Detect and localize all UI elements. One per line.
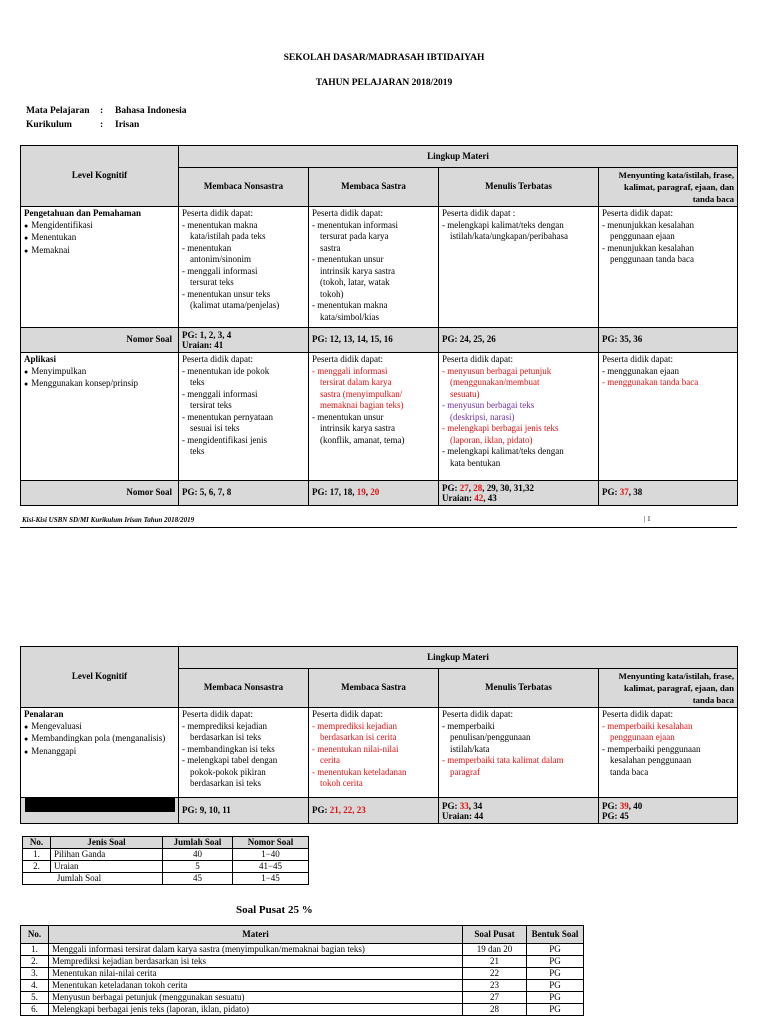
indicator-line: kata bentukan: [450, 457, 501, 468]
cell-soal-pusat: 23: [463, 980, 527, 992]
nomor-text: , 43: [483, 493, 497, 503]
lingkup-materi-header: Lingkup Materi: [179, 146, 738, 168]
indicator-line: - menggali informasi: [182, 388, 258, 399]
curriculum-value: Irisan: [115, 120, 140, 130]
nomor-pusat: 37: [619, 487, 629, 498]
indicator-line: kata/istilah pada teks: [190, 231, 266, 241]
s3-nomor-col1: PG: 9, 10, 11: [179, 798, 309, 824]
cell-materi: Memprediksi kejadian berdasarkan isi teks: [49, 956, 463, 968]
indicator-line: (konflik, amanat, tema): [320, 434, 405, 445]
s2-col1-cell: [179, 353, 309, 481]
cell-materi: Menentukan nilai-nilai cerita: [49, 968, 463, 980]
indicator-line: antonim/sinonim: [190, 254, 252, 264]
redaction-bar: [25, 798, 175, 812]
th-no: No.: [21, 926, 49, 944]
curriculum-row: [26, 120, 139, 130]
level-kognitif-header: Level Kognitif: [21, 146, 179, 207]
indicator-line: - memprediksi kejadian: [182, 720, 267, 731]
nomor-soal-label: Nomor Soal: [21, 328, 179, 353]
cell-jumlah: 5: [163, 861, 233, 873]
cell-no: 6.: [21, 1004, 49, 1016]
level-title: Penalaran: [24, 709, 64, 719]
indicator-line: - menentukan unsur: [312, 254, 384, 264]
s2-nomor-col1: PG: 5, 6, 7, 8: [179, 481, 309, 506]
th-materi: Materi: [49, 926, 463, 944]
indicator-line: istilah/kata: [450, 743, 490, 754]
indicator-line: - menentukan ide pokok: [182, 365, 270, 376]
intro-text: Peserta didik dapat:: [602, 354, 673, 364]
indicator-line: penulisan/penggunaan: [450, 732, 531, 742]
indicator-line-red: berdasarkan isi cerita: [320, 732, 397, 742]
cell-no: 3.: [21, 968, 49, 980]
cell-bentuk: PG: [527, 944, 584, 956]
curriculum-sep: :: [100, 120, 104, 130]
th-nomor: Nomor Soal: [233, 837, 309, 849]
subject-row: [26, 106, 187, 116]
indicator-line: - menentukan informasi: [312, 219, 398, 230]
intro-text: Peserta didik dapat:: [182, 709, 253, 719]
indicator-line: - menentukan makna: [312, 300, 388, 310]
indicator-line: penggunaan tanda baca: [610, 254, 694, 264]
cell-bentuk: PG: [527, 1004, 584, 1016]
indicator-line: - melengkapi tabel dengan: [182, 755, 278, 765]
subject-value: Bahasa Indonesia: [115, 106, 187, 116]
intro-text: Peserta didik dapat:: [182, 208, 253, 218]
cell-jumlah: 40: [163, 849, 233, 861]
col-membaca-nonsastra: Membaca Nonsastra: [179, 168, 309, 207]
nomor-text: PG:: [602, 800, 620, 811]
indicator-line: sastra: [320, 242, 341, 253]
indicator-line: - melengkapi kalimat/teks dengan: [442, 219, 564, 230]
cell-jenis: Pilihan Ganda: [51, 849, 163, 861]
col-menyunting: Menyunting kata/istilah, frase, kalimat, paragraf, ejaan, dan tanda baca: [599, 168, 738, 207]
year-heading: TAHUN PELAJARAN 2018/2019: [315, 78, 453, 88]
indicator-line-red: (menggunakan/membuat: [450, 377, 540, 387]
nomor-pusat: 19: [356, 487, 366, 498]
soal-pusat-table: [20, 925, 584, 1016]
cell-no: 1.: [23, 849, 51, 861]
indicator-line: pokok-pokok pikiran: [190, 766, 266, 777]
level-cell-pengetahuan: [21, 207, 179, 328]
level-title: Pengetahuan dan Pemahaman: [24, 208, 142, 218]
s1-nomor-col1: [179, 328, 309, 353]
table-row: [21, 1004, 584, 1016]
nomor-pusat: 20: [370, 487, 380, 498]
lingkup-materi-header: Lingkup Materi: [179, 647, 738, 669]
nomor-text: PG:: [442, 483, 460, 493]
indicator-line: kesalahan penggunaan: [610, 755, 692, 765]
indicator-line: berdasarkan isi teks: [190, 732, 261, 742]
level-cell-aplikasi: [21, 353, 179, 481]
nomor-line: [602, 801, 734, 811]
indicator-line: - menentukan pernyataan: [182, 411, 273, 422]
s3-col4-cell: [599, 708, 738, 798]
indicator-line: kata/simbol/kias: [320, 311, 379, 322]
s3-nomor-col4: [599, 798, 738, 824]
intro-text: Peserta didik dapat:: [602, 208, 673, 218]
nomor-line: Uraian: 41: [182, 340, 224, 350]
indicator-line: sesuai isi teks: [190, 423, 240, 433]
indicator-line: istilah/kata/ungkapan/peribahasa: [450, 231, 568, 241]
indicator-line: tokoh): [320, 288, 344, 299]
col-membaca-sastra: Membaca Sastra: [309, 168, 439, 207]
s3-nomor-col3: [439, 798, 599, 824]
indicator-line: teks: [190, 377, 205, 387]
intro-text: Peserta didik dapat:: [312, 709, 383, 719]
cell-soal-pusat: 22: [463, 968, 527, 980]
nomor-sep: ,: [365, 487, 371, 498]
soal-pusat-title: Soal Pusat 25 %: [236, 904, 313, 916]
level-kognitif-header: Level Kognitif: [21, 647, 179, 708]
nomor-pusat: 33: [459, 800, 469, 811]
th-soal-pusat: Soal Pusat: [463, 926, 527, 944]
s1-col1-cell: [179, 207, 309, 328]
nomor-line: [442, 801, 595, 811]
cell-materi: Menyusun berbagai petunjuk (menggunakan sesuatu): [49, 992, 463, 1004]
nomor-text: PG:: [312, 804, 330, 815]
footer-text: Kisi-Kisi USBN SD/MI Kurikulum Irisan Tahun 2018/2019: [22, 516, 195, 524]
nomor-text: , 29, 30, 31,32: [482, 483, 534, 493]
cell-soal-pusat: 28: [463, 1004, 527, 1016]
indicator-line: tersirat teks: [190, 400, 232, 410]
level-item: ● Menanggapi: [24, 746, 175, 759]
cell-no: 2.: [23, 861, 51, 873]
nomor-text: PG:: [442, 800, 460, 811]
nomor-line: [442, 493, 595, 503]
indicator-line-purple: (deskripsi, narasi): [450, 411, 515, 422]
indicator-line-red: - memperbaiki tata kalimat dalam: [442, 755, 564, 765]
th-jumlah: Jumlah Soal: [163, 837, 233, 849]
nomor-pusat: 39: [619, 800, 629, 811]
indicator-line: tersurat pada karya: [320, 231, 389, 241]
col-menulis-terbatas: Menulis Terbatas: [439, 168, 599, 207]
indicator-line: - memperbaiki penggunaan: [602, 743, 701, 754]
indicator-line: - menunjukkan kesalahan: [602, 242, 694, 253]
cell-nomor: 1−40: [233, 849, 309, 861]
nomor-text: , 40: [628, 800, 643, 811]
nomor-text: PG: 17, 18,: [312, 487, 357, 498]
cell-bentuk: PG: [527, 980, 584, 992]
indicator-line-red: - menyusun berbagai petunjuk: [442, 365, 552, 376]
nomor-pusat: 27: [459, 483, 469, 493]
indicator-line: tersurat teks: [190, 277, 234, 287]
cell-bentuk: PG: [527, 956, 584, 968]
table-row: [21, 944, 584, 956]
cell-total-count: 45: [163, 873, 233, 885]
jenis-soal-table: [22, 836, 309, 885]
cell-jenis: Uraian: [51, 861, 163, 873]
intro-text: Peserta didik dapat:: [312, 354, 383, 364]
cell-materi: Menggali informasi tersirat dalam karya sastra (menyimpulkan/memaknai bagian teks): [49, 944, 463, 956]
table-row: [23, 849, 309, 861]
nomor-line: PG: 45: [602, 810, 629, 821]
cell-no: 5.: [21, 992, 49, 1004]
indicator-line: teks: [190, 446, 205, 456]
s1-col3-cell: [439, 207, 599, 328]
table-row: [21, 956, 584, 968]
cell-no: 1.: [21, 944, 49, 956]
th-no: No.: [23, 837, 51, 849]
s3-col1-cell: [179, 708, 309, 798]
s1-col2-cell: [309, 207, 439, 328]
nomor-line: Uraian: 44: [442, 810, 484, 821]
indicator-line-red: - melengkapi berbagai jenis teks: [442, 423, 559, 433]
indicator-line-red: - menggali informasi: [312, 365, 388, 376]
subject-sep: :: [100, 106, 104, 116]
indicator-line-red: - menentukan nilai-nilai: [312, 743, 399, 754]
nomor-pusat: 28: [473, 483, 483, 493]
indicator-line: - mengidentifikasi jenis: [182, 434, 267, 445]
cell-materi: Melengkapi berbagai jenis teks (laporan, iklan, pidato): [49, 1004, 463, 1016]
indicator-line-red: tersirat dalam karya: [320, 377, 392, 387]
nomor-text: , 34: [468, 800, 483, 811]
col-membaca-nonsastra: Membaca Nonsastra: [179, 669, 309, 708]
cell-total-label: Jumlah Soal: [23, 873, 163, 885]
cell-no: 4.: [21, 980, 49, 992]
level-item: ● Mengevaluasi: [24, 721, 175, 734]
subject-label: Mata Pelajaran: [26, 106, 90, 116]
page-number: | 1: [644, 515, 651, 523]
s3-nomor-col2: [309, 798, 439, 824]
level-item: ● Mengidentifikasi: [24, 220, 175, 233]
indicator-line-red: sesuatu): [450, 388, 480, 399]
indicator-line-red: - menggunakan tanda baca: [602, 377, 699, 387]
indicator-line-red: - menentukan keteladanan: [312, 766, 407, 777]
indicator-line-red: penggunaan ejaan: [610, 732, 675, 742]
indicator-line: - menentukan unsur: [312, 411, 384, 422]
table-row: [21, 980, 584, 992]
indicator-line-purple: - menyusun berbagai teks: [442, 400, 535, 410]
level-title: Aplikasi: [24, 354, 57, 364]
kisi-table-page1: [20, 145, 738, 506]
indicator-line-red: paragraf: [450, 766, 480, 777]
s2-col3-cell: [439, 353, 599, 481]
col-membaca-sastra: Membaca Sastra: [309, 669, 439, 708]
s2-col2-cell: [309, 353, 439, 481]
indicator-line-red: (laporan, iklan, pidato): [450, 434, 533, 445]
s2-col4-cell: [599, 353, 738, 481]
intro-text: Peserta didik dapat:: [182, 354, 253, 364]
cell-bentuk: PG: [527, 968, 584, 980]
s3-col3-cell: [439, 708, 599, 798]
nomor-text: PG:: [602, 487, 620, 498]
indicator-line: - menentukan unsur teks: [182, 288, 271, 299]
s2-nomor-col4: [599, 481, 738, 506]
nomor-text: Uraian:: [442, 493, 475, 503]
indicator-line: - menentukan: [182, 242, 232, 253]
s2-nomor-col3: [439, 481, 599, 506]
indicator-line-red: tokoh cerita: [320, 778, 363, 788]
nomor-soal-label: Nomor Soal: [21, 481, 179, 506]
nomor-line: PG: 1, 2, 3, 4: [182, 330, 232, 340]
footer-rule: [20, 527, 737, 528]
cell-bentuk: PG: [527, 992, 584, 1004]
table-row: [23, 861, 309, 873]
intro-text: Peserta didik dapat:: [442, 709, 513, 719]
curriculum-label: Kurikulum: [26, 120, 72, 130]
indicator-line-red: memaknai bagian teks): [320, 400, 404, 410]
table-row: [21, 992, 584, 1004]
indicator-line-red: sastra (menyimpulkan/: [320, 388, 403, 399]
level-item: ● Menyimpulkan: [24, 366, 175, 379]
nomor-pusat: 21, 22, 23: [329, 804, 366, 815]
indicator-line-red: cerita: [320, 755, 340, 765]
cell-soal-pusat: 27: [463, 992, 527, 1004]
indicator-line: - melengkapi kalimat/teks dengan: [442, 446, 564, 456]
indicator-line: - memperbaiki: [442, 720, 495, 731]
s1-nomor-col4: PG: 35, 36: [599, 328, 738, 353]
level-cell-penalaran: [21, 708, 179, 798]
intro-text: Peserta didik dapat:: [442, 354, 513, 364]
s1-nomor-col3: PG: 24, 25, 26: [439, 328, 599, 353]
th-bentuk-soal: Bentuk Soal: [527, 926, 584, 944]
cell-nomor: 41−45: [233, 861, 309, 873]
nomor-line: [442, 483, 595, 493]
indicator-line: tanda baca: [610, 766, 649, 777]
col-menulis-terbatas: Menulis Terbatas: [439, 669, 599, 708]
cell-total-range: 1−45: [233, 873, 309, 885]
intro-text: Peserta didik dapat:: [312, 208, 383, 218]
level-item: ● Memaknai: [24, 245, 175, 258]
intro-text: Peserta didik dapat:: [602, 709, 673, 719]
nomor-pusat: 42: [474, 493, 484, 503]
col-menyunting: Menyunting kata/istilah, frase, kalimat, paragraf, ejaan, dan tanda baca: [599, 669, 738, 708]
s3-col2-cell: [309, 708, 439, 798]
table-row-total: [23, 873, 309, 885]
indicator-line: - menggunakan ejaan: [602, 365, 679, 376]
nomor-text: , 38: [628, 487, 643, 498]
intro-text: Peserta didik dapat :: [442, 208, 516, 218]
indicator-line: intrinsik karya sastra: [320, 423, 395, 433]
s2-nomor-col2: [309, 481, 439, 506]
level-item: ● Menggunakan konsep/prinsip: [24, 378, 175, 391]
indicator-line-red: - memperbaiki kesalahan: [602, 720, 693, 731]
indicator-line: - menentukan makna: [182, 219, 258, 230]
indicator-line: berdasarkan isi teks: [190, 778, 261, 788]
nomor-sep: ,: [468, 483, 474, 493]
cell-materi: Menentukan keteladanan tokoh cerita: [49, 980, 463, 992]
indicator-line: - menggali informasi: [182, 265, 258, 276]
level-item: ● Membandingkan pola (menganalisis): [24, 733, 175, 746]
th-jenis: Jenis Soal: [51, 837, 163, 849]
indicator-line: - membandingkan isi teks: [182, 743, 275, 754]
table-row: [21, 968, 584, 980]
s1-col4-cell: [599, 207, 738, 328]
cell-soal-pusat: 21: [463, 956, 527, 968]
level-item: ● Menentukan: [24, 232, 175, 245]
indicator-line: penggunaan ejaan: [610, 231, 675, 241]
indicator-line: (tokoh, latar, watak: [320, 277, 390, 287]
indicator-line: (kalimat utama/penjelas): [190, 300, 280, 310]
indicator-line: - menunjukkan kesalahan: [602, 219, 694, 230]
s1-nomor-col2: PG: 12, 13, 14, 15, 16: [309, 328, 439, 353]
indicator-line: intrinsik karya sastra: [320, 265, 395, 276]
indicator-line-red: - memprediksi kejadian: [312, 720, 397, 731]
cell-no: 2.: [21, 956, 49, 968]
school-heading: SEKOLAH DASAR/MADRASAH IBTIDAIYAH: [283, 53, 485, 63]
cell-soal-pusat: 19 dan 20: [463, 944, 527, 956]
